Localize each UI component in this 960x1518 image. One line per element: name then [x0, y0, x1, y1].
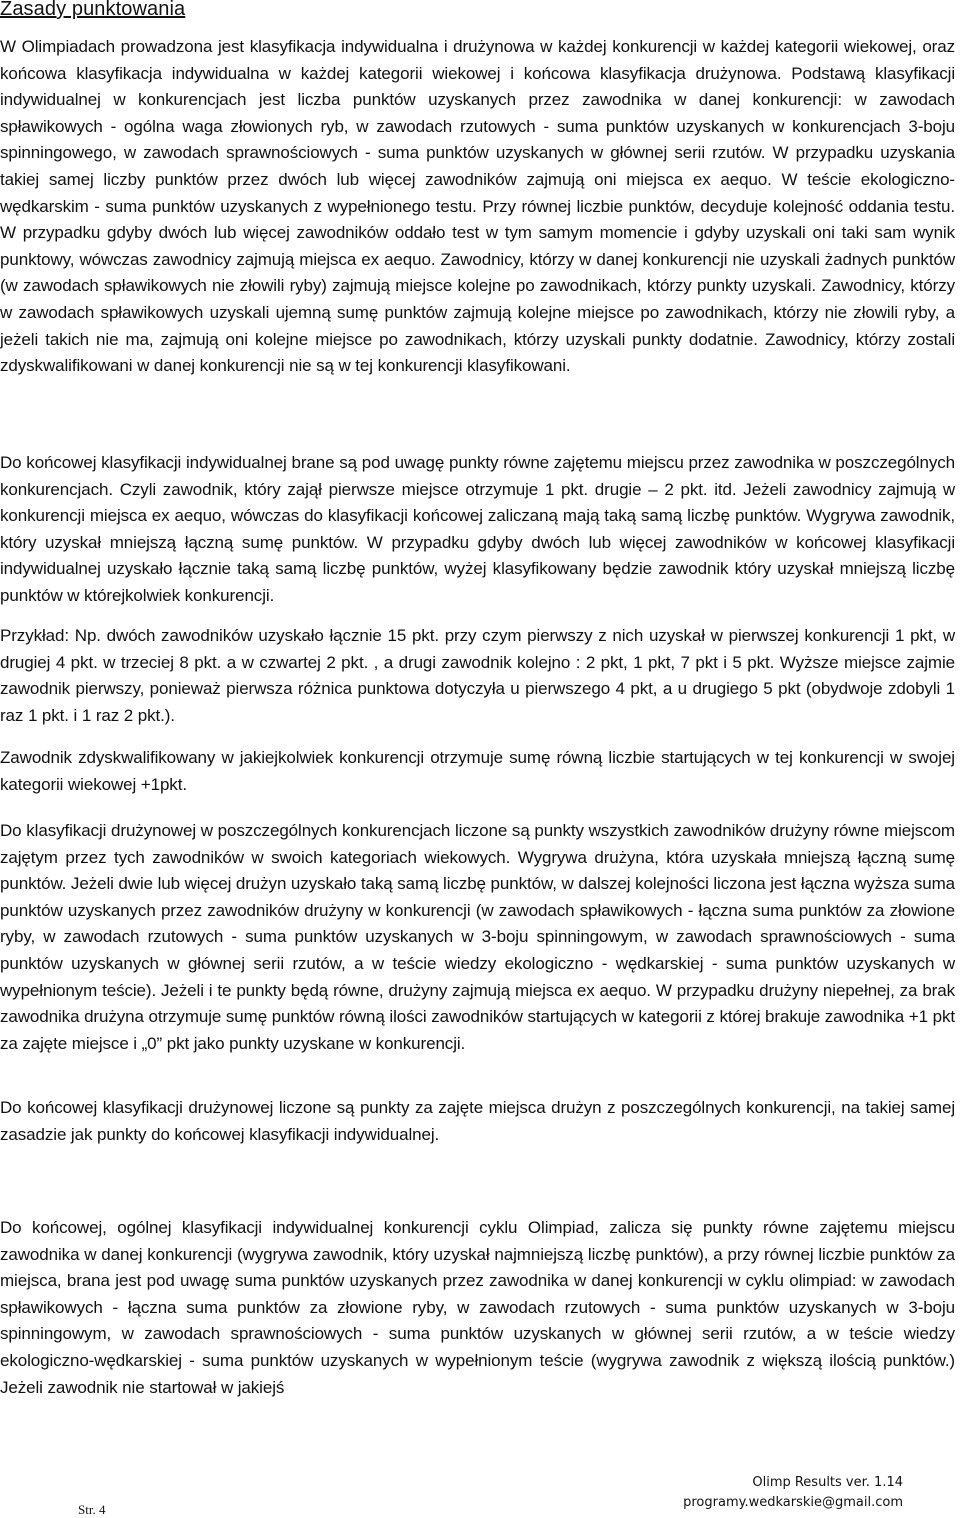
- paragraph-cycle-classification: Do końcowej, ogólnej klasyfikacji indywidualnej konkurencji cyklu Olimpiad, zalicza się punkty równe zajętemu miejscu zawodnika w danej konkurencji (wygrywa zawodnik, który uzyskał najmniejszą liczbę punktów), a przy równej liczbie punktów za miejsca, brana jest pod uwagę suma punktów uzyskanych przez zawodnika w danej konkurencji w cyklu olimpiad: w zawodach spławikowych - łączna suma punktów za złowione ryby, w zawodach rzutowych - suma punktów uzyskanych w 3-boju spinningowym, w zawodach sprawnościowych - suma punktów uzyskanych w głównej serii rzutów, a w teście wiedzy ekologiczno-wędkarskiej - suma punktów uzyskanych w wypełnionym teście (wygrywa zawodnik z większą ilością punktów.) Jeżeli zawodnik nie startował w jakiejś: [0, 1218, 955, 1397]
- paragraph-team-classification: Do klasyfikacji drużynowej w poszczególnych konkurencjach liczone są punkty wszystkich zawodników drużyny równe miejscom zajętym przez tych zawodników w swoich kategoriach wiekowych. Wygrywa drużyna, która uzyskała mniejszą łączną sumę punktów. Jeżeli dwie lub więcej drużyn uzyskało taką samą liczbę punktów, w dalszej kolejności liczona jest łączna wyższa suma punktów uzyskanych przez zawodników drużyny w konkurencji (w zawodach spławikowych - łączna suma punktów za złowione ryby, w zawodach rzutowych - suma punktów uzyskanych w 3-boju spinningowym, w zawodach sprawnościowych - suma punktów uzyskanych w głównej serii rzutów, a w teście wiedzy ekologiczno - wędkarskiej - suma punktów uzyskanych w wypełnionym teście). Jeżeli i te punkty będą równe, drużyny zajmują miejsca ex aequo. W przypadku drużyny niepełnej, za brak zawodnika drużyna otrzymuje sumę punktów równą ilości zawodników startujących w kategorii z której brakuje zawodnika +1 pkt za zajęte miejsce i „0” pkt jako punkty uzyskane w konkurencji.: [0, 821, 955, 1053]
- paragraph-final-individual: Do końcowej klasyfikacji indywidualnej brane są pod uwagę punkty równe zajętemu miejscu przez zawodnika w poszczególnych konkurencjach. Czyli zawodnik, który zajął pierwsze miejsce otrzymuje 1 pkt. drugie – 2 pkt. itd. Jeżeli zawodnicy zajmują w konkurencji miejsca ex aequo, wówczas do klasyfikacji końcowej zaliczaną mają taką samą liczbę punktów. Wygrywa zawodnik, który uzyskał mniejszą łączną sumę punktów. W przypadku gdyby dwóch lub więcej zawodników w końcowej klasyfikacji indywidualnej uzyskało łącznie taką samą liczbę punktów, wyżej klasyfikowany będzie zawodnik który uzyskał mniejszą liczbę punktów w którejkolwiek konkurencji.: [0, 453, 955, 605]
- paragraph-example: Przykład: Np. dwóch zawodników uzyskało łącznie 15 pkt. przy czym pierwszy z nich uzyskał w pierwszej konkurencji 1 pkt, w drugiej 4 pkt. w trzeciej 8 pkt. a w czwartej 2 pkt. , a drugi zawodnik kolejno : 2 pkt, 1 pkt, 7 pkt i 5 pkt. Wyższe miejsce zajmie zawodnik pierwszy, ponieważ pierwsza różnica punktowa dotyczyła u pierwszego 4 pkt, a u drugiego 5 pkt (obydwoje zdobyli 1 raz 1 pkt. i 1 raz 2 pkt.).: [0, 626, 955, 725]
- paragraph-disqualified: Zawodnik zdyskwalifikowany w jakiejkolwiek konkurencji otrzymuje sumę równą liczbie startujących w tej konkurencji w swojej kategorii wiekowej +1pkt.: [0, 748, 955, 794]
- paragraph-final-team: Do końcowej klasyfikacji drużynowej liczone są punkty za zajęte miejsca drużyn z poszczególnych konkurencji, na takiej samej zasadzie jak punkty do końcowej klasyfikacji indywidualnej.: [0, 1098, 955, 1144]
- footer-version: Olimp Results ver. 1.14: [752, 1475, 903, 1490]
- footer-email: programy.wedkarskie@gmail.com: [683, 1495, 903, 1510]
- page-title: Zasady punktowania: [0, 0, 186, 20]
- page-number: Str. 4: [78, 1502, 106, 1517]
- footer-info: [683, 1473, 903, 1513]
- paragraph-individual-classification: W Olimpiadach prowadzona jest klasyfikacja indywidualna i drużynowa w każdej konkurencji w każdej kategorii wiekowej, oraz końcowa klasyfikacja indywidualna w każdej kategorii wiekowej i końcowa klasyfikacja drużynowa. Podstawą klasyfikacji indywidualnej w konkurencjach jest liczba punktów uzyskanych przez zawodnika w danej konkurencji: w zawodach spławikowych - ogólna waga złowionych ryb, w zawodach rzutowych - suma punktów uzyskanych w konkurencjach 3-boju spinningowego, w zawodach sprawnościowych - suma punktów uzyskanych w głównej serii rzutów. W przypadku uzyskania takiej samej liczby punktów przez dwóch lub więcej zawodników zajmują oni miejsca ex aequo. W teście ekologiczno-wędkarskim - suma punktów uzyskanych z wypełnionego testu. Przy równej liczbie punktów, decyduje kolejność oddania testu. W przypadku gdyby dwóch lub więcej zawodników oddało test w tym samym momencie i gdyby uzyskali oni taki sam wynik punktowy, wówczas zawodnicy zajmują miejsca ex aequo. Zawodnicy, którzy w danej konkurencji nie uzyskali żadnych punktów (w zawodach spławikowych nie złowili ryby) zajmują miejsce kolejne po zawodnikach, którzy punkty uzyskali. Zawodnicy, którzy w zawodach spławikowych uzyskali ujemną sumę punktów zajmują kolejne miejsce po zawodnikach, którzy nie złowili ryby, a jeżeli takich nie ma, zajmują oni kolejne miejsce po zawodnikach, którzy uzyskali punkty dodatnie. Zawodnicy, którzy zostali zdyskwalifikowani w danej konkurencji nie są w tej konkurencji klasyfikowani.: [0, 37, 955, 376]
